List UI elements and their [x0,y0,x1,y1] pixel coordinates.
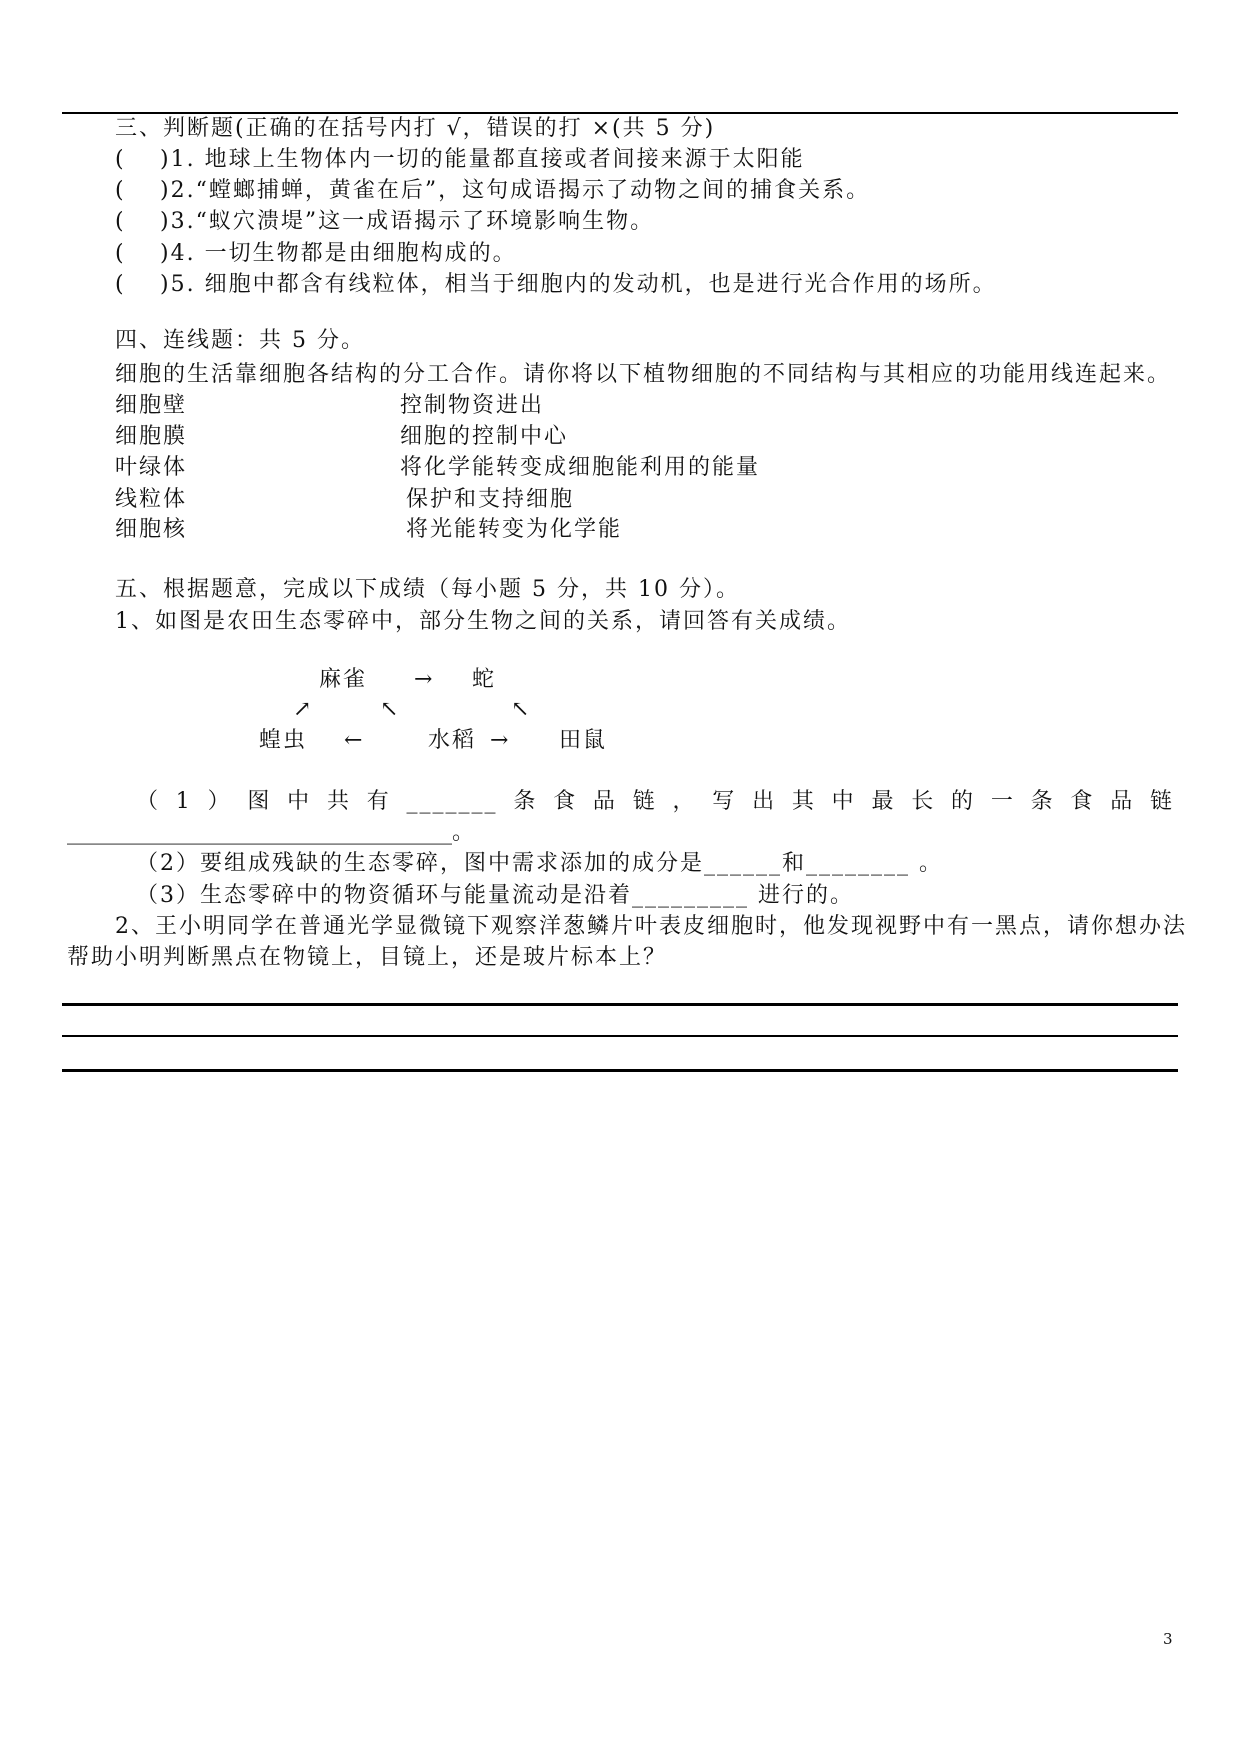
answer-bracket-open: ( [115,241,126,266]
question-1-sub-1: （1）图中共有_______条食品链，写出其中最长的一条食品链 [136,789,1174,814]
answer-bracket-open: ( [115,178,126,203]
question-1-sub-1-answer-line: ___________________________________。 [67,820,475,845]
judge-item-body [160,209,654,235]
arrow-left: ← [344,728,365,753]
question-2-line-1: 2、王小明同学在普通光学显微镜下观察洋葱鳞片叶表皮细胞时，他发现视野中有一黑点，请你想办法 [115,914,1188,939]
judge-item-body [160,147,805,173]
arrow-up-right: ↗ [293,697,314,722]
judge-item-body [160,241,517,267]
node-locust: 蝗虫 [259,728,308,753]
answer-bracket-open: ( [115,272,126,297]
structure-cell-wall: 细胞壁 [115,393,188,418]
answer-bracket-close: ) [160,209,171,234]
answer-bracket-close: ) [160,241,171,266]
question-1-sub-2: （2）要组成残缺的生态零碎，图中需求添加的成分是______和________ 。 [136,851,943,876]
answer-rule [62,1069,1178,1072]
node-field-mouse: 田鼠 [559,728,608,753]
item-number: 2. [170,178,196,203]
function-chemical-energy: 将化学能转变成细胞能利用的能量 [400,455,761,480]
answer-bracket-open: ( [115,209,126,234]
node-snake: 蛇 [472,667,497,692]
question-1-sub-3: （3）生态零碎中的物资循环与能量流动是沿着_________ 进行的。 [136,883,854,908]
arrow-right: → [490,728,511,753]
top-rule [62,112,1178,114]
page-number: 3 [1163,1630,1173,1648]
match-intro: 细胞的生活靠细胞各结构的分工合作。请你将以下植物细胞的不同结构与其相应的功能用线连起来。 [115,362,1172,387]
arrow-up-left: ↖ [380,697,401,722]
structure-chloroplast: 叶绿体 [115,455,188,480]
function-control-exchange: 控制物资进出 [400,393,545,418]
item-text: “螳螂捕蝉，黄雀在后”，这句成语揭示了动物之间的捕食关系。 [195,178,871,203]
answer-bracket-close: ) [160,178,171,203]
item-text: “蚁穴溃堤”这一成语揭示了环境影响生物。 [195,209,655,234]
arrow-right: → [414,667,435,692]
item-text: 一切生物都是由细胞构成的。 [204,241,517,266]
node-sparrow: 麻雀 [319,667,368,692]
judge-item-body [160,178,870,204]
section-match-title: 四、连线题：共 5 分。 [115,328,365,353]
judge-item-body [160,272,997,298]
structure-nucleus: 细胞核 [115,517,188,542]
node-rice: 水稻 [428,728,477,753]
item-number: 4. [170,241,196,266]
function-protect-support: 保护和支持细胞 [406,487,575,512]
structure-cell-membrane: 细胞膜 [115,424,188,449]
question-1-stem: 1、如图是农田生态零碎中，部分生物之间的关系，请回答有关成绩。 [115,609,851,634]
question-2-line-2: 帮助小明判断黑点在物镜上，目镜上，还是玻片标本上？ [67,945,668,970]
answer-rule [62,1035,1178,1037]
structure-mitochondria: 线粒体 [115,487,188,512]
answer-bracket-open: ( [115,147,126,172]
answer-bracket-close: ) [160,147,171,172]
item-number: 5. [170,272,196,297]
function-light-to-chemical: 将光能转变为化学能 [406,517,623,542]
item-text: 地球上生物体内一切的能量都直接或者间接来源于太阳能 [204,147,805,172]
item-number: 3. [170,209,196,234]
section-judge-title: 三、判断题(正确的在括号内打 √，错误的打 ×(共 5 分) [115,116,716,141]
answer-bracket-close: ) [160,272,171,297]
item-number: 1. [170,147,196,172]
answer-rule [62,1003,1178,1006]
function-control-center: 细胞的控制中心 [400,424,569,449]
item-text: 细胞中都含有线粒体，相当于细胞内的发动机，也是进行光合作用的场所。 [204,272,997,297]
arrow-up-left: ↖ [511,697,532,722]
section-answer-title: 五、根据题意，完成以下成绩（每小题 5 分，共 10 分）。 [115,577,740,602]
